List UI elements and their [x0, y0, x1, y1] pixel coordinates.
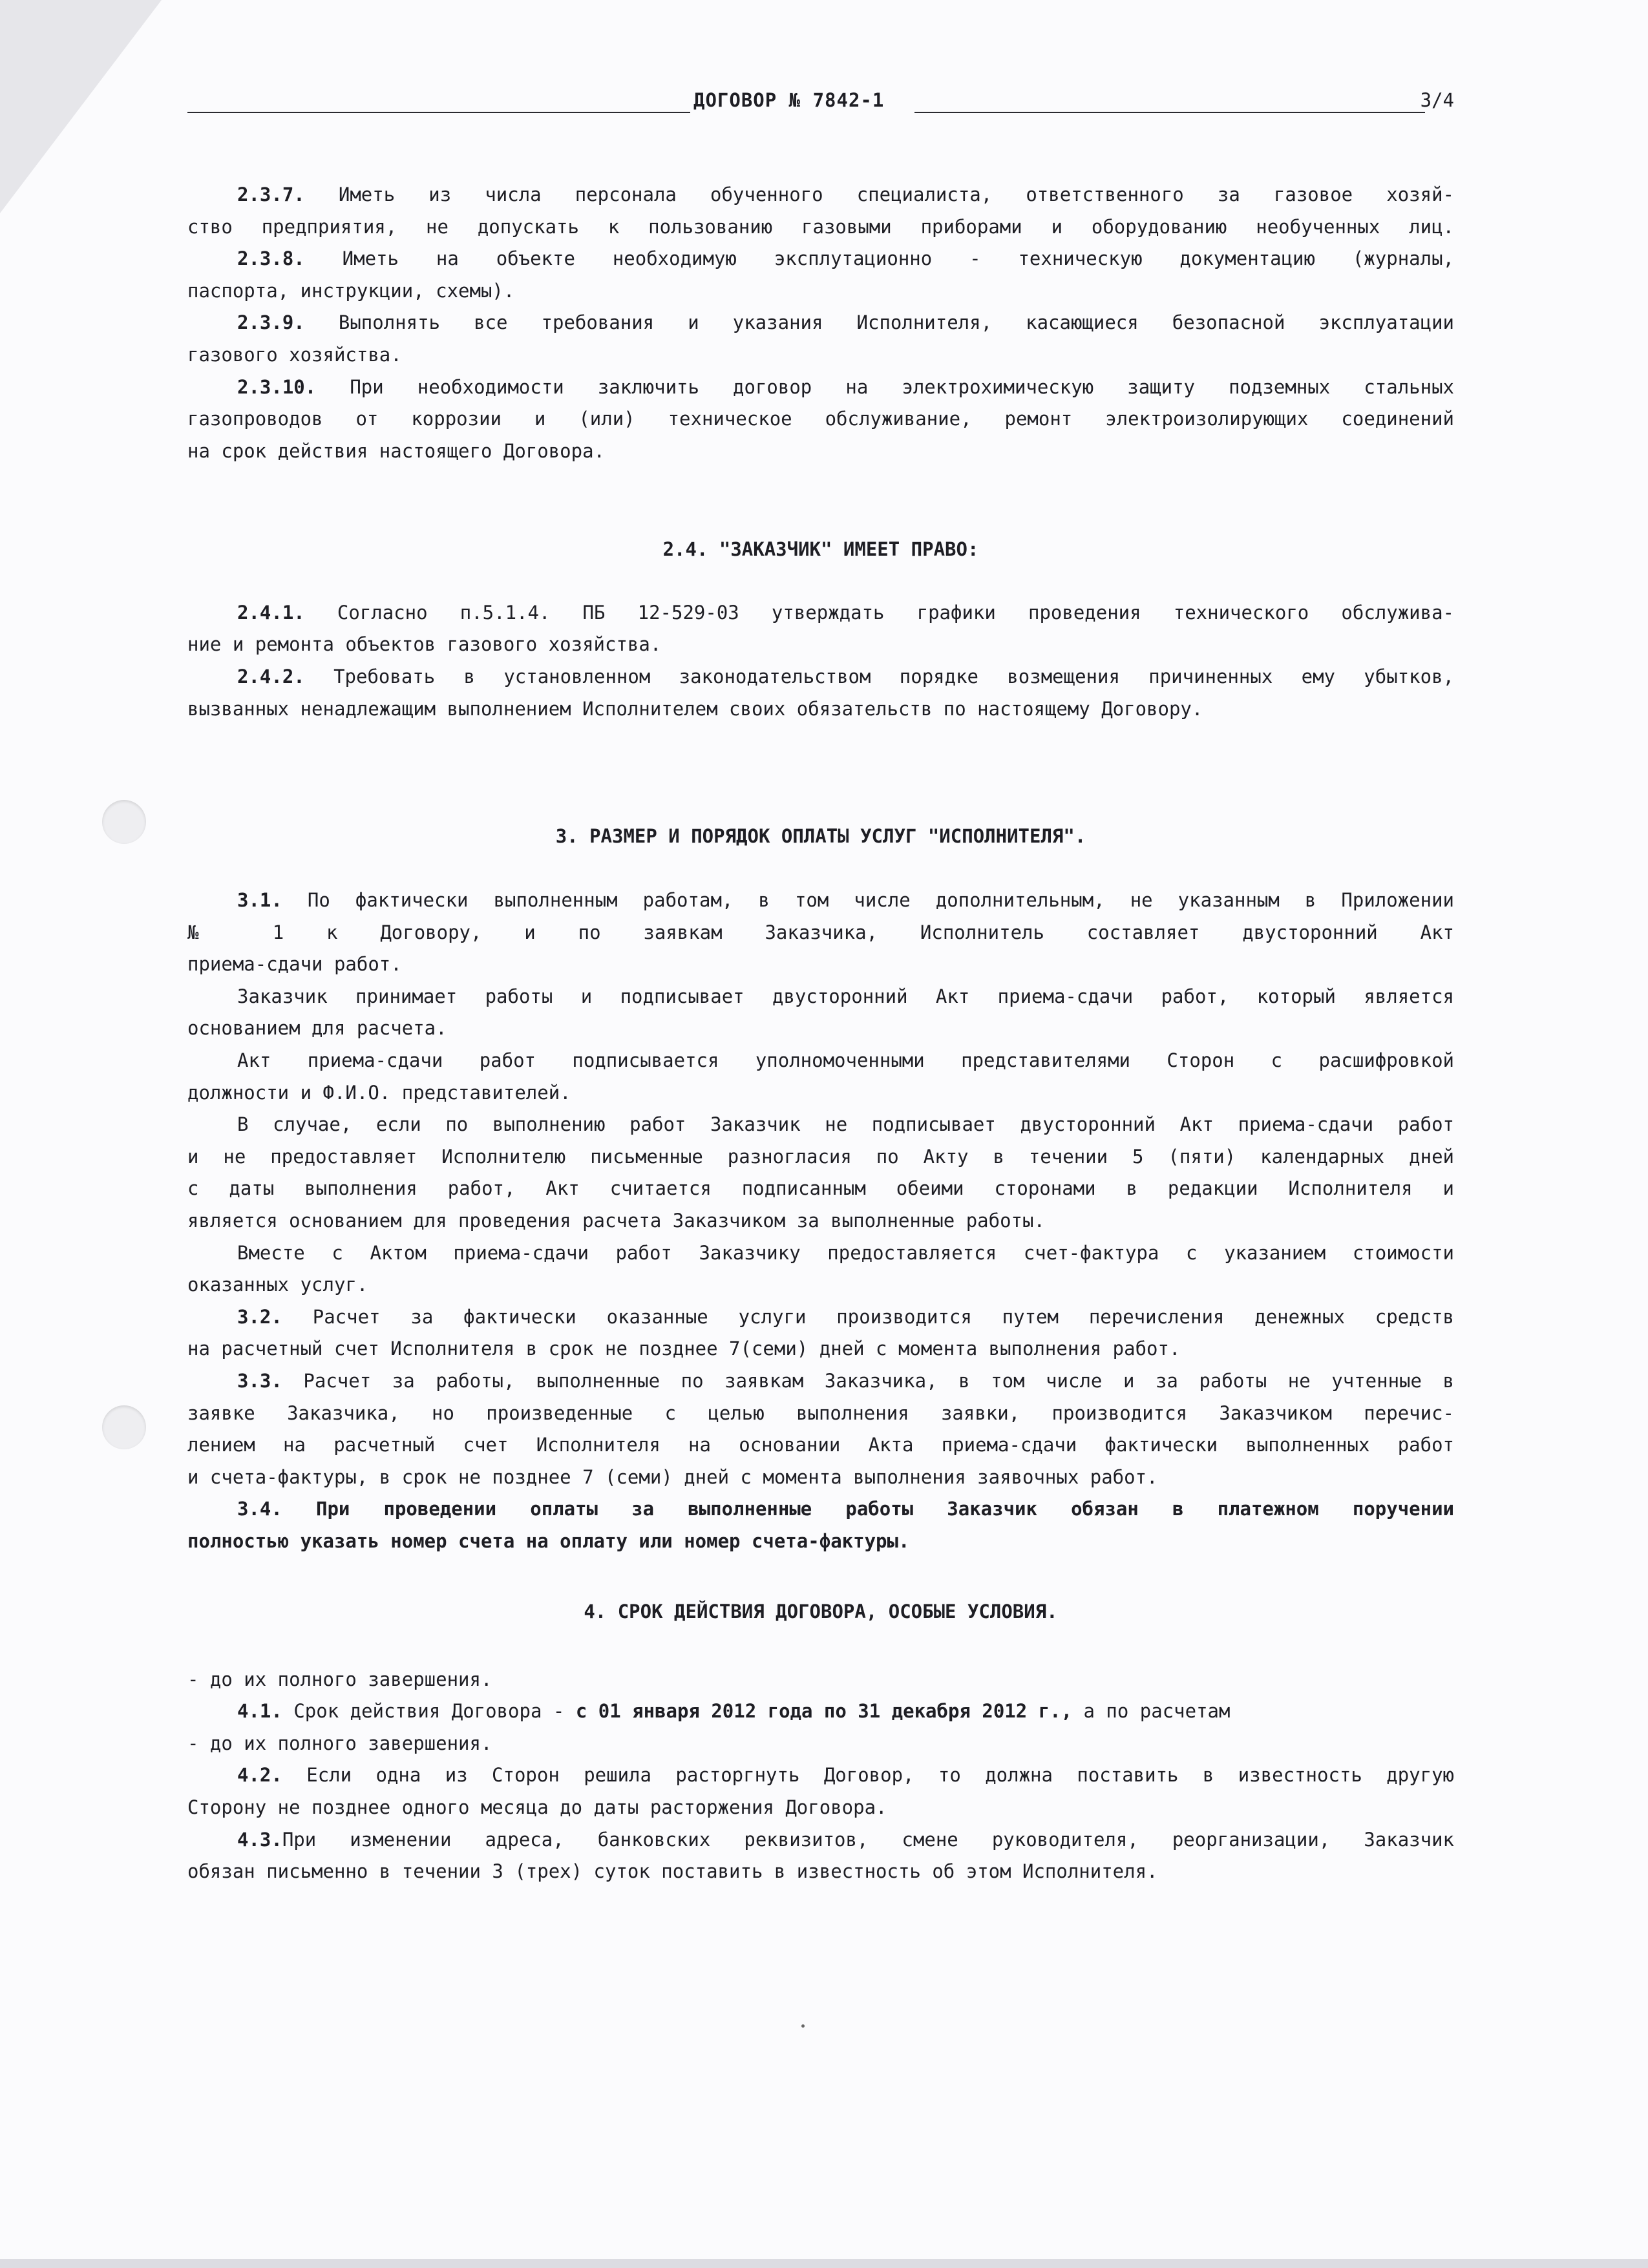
clause-3-1-para-5-line-2: оказанных услуг. [187, 1274, 368, 1296]
clause-number: 3.1. [237, 889, 282, 911]
clause-text: Расчет за фактически оказанные услуги производится путем перечисления денежных средств [312, 1306, 1454, 1328]
clause-4-3-line-2: обязан письменно в течении 3 (трех) суток поставить в известность об этом Исполнителя. [187, 1860, 1158, 1882]
clause-3-1-para-4-line-1: В случае, если по выполнению работ Заказчик не подписывает двусторонний Акт приема-сдачи работ [237, 1113, 1454, 1135]
clause-number: 2.3.7. [237, 184, 305, 205]
clause-3-1-para-2-line-1: Заказчик принимает работы и подписывает двусторонний Акт приема-сдачи работ, который является [237, 985, 1454, 1007]
clause-2-3-10-line-2: газопроводов от коррозии и (или) техническое обслуживание, ремонт электроизолирующих соединений [187, 408, 1454, 430]
clause-number: 4.1. [237, 1700, 282, 1722]
clause-2-4-1-line-2: ние и ремонта объектов газового хозяйства. [187, 633, 662, 655]
clause-number: 3.3. [237, 1370, 282, 1392]
clause-text: Если одна из Сторон решила расторгнуть Договор, то должна поставить в известность другую [306, 1764, 1454, 1786]
clause-2-4-1-line-1 [187, 598, 1454, 627]
clause-2-3-7-line-2: ство предприятия, не допускать к пользованию газовыми приборами и оборудованию необученных лиц. [187, 216, 1454, 238]
clause-text-tail: а по расчетам [1083, 1700, 1231, 1722]
clause-2-3-8-line-2: паспорта, инструкции, схемы). [187, 280, 515, 302]
clause-3-4-line-1 [187, 1495, 1454, 1523]
section-4-heading: 4. СРОК ДЕЙСТВИЯ ДОГОВОРА, ОСОБЫЕ УСЛОВИЯ. [584, 1601, 1058, 1622]
clause-2-3-7-line-1 [187, 180, 1454, 209]
contract-term-dates: с 01 января 2012 года по 31 декабря 2012 г., [575, 1700, 1073, 1722]
clause-number: 2.3.8. [237, 247, 305, 269]
clause-text: При необходимости заключить договор на электрохимическую защиту подземных стальных [350, 376, 1454, 398]
clause-2-3-8-line-1 [187, 244, 1454, 273]
clause-number: 2.3.10. [237, 376, 317, 398]
clause-4-2-line-1 [187, 1761, 1454, 1789]
clause-text: Согласно п.5.1.4. ПБ 12-529-03 утверждать графики проведения технического обслужива- [337, 602, 1454, 624]
clause-number: 4.2. [237, 1764, 282, 1786]
clause-text: Выполнять все требования и указания Исполнителя, касающиеся безопасной эксплуатации [338, 311, 1454, 333]
section-4-pre-line: - до их полного завершения. [187, 1668, 492, 1690]
clause-3-1-para-4-line-2: и не предоставляет Исполнителю письменные разногласия по Акту в течении 5 (пяти) календарных дней [187, 1146, 1454, 1168]
clause-3-3-line-1 [187, 1367, 1454, 1395]
clause-2-3-10-line-3: на срок действия настоящего Договора. [187, 440, 606, 462]
folded-corner [0, 0, 162, 213]
section-2-4-heading: 2.4. "ЗАКАЗЧИК" ИМЕЕТ ПРАВО: [662, 538, 979, 560]
clause-2-4-2-line-2: вызванных ненадлежащим выполнением Исполнителем своих обязательств по настоящему Договору. [187, 698, 1203, 720]
scan-edge [0, 2259, 1648, 2268]
clause-3-2-line-1 [187, 1303, 1454, 1331]
clause-3-1-para-3-line-1: Акт приема-сдачи работ подписывается уполномоченными представителями Сторон с расшифровкой [237, 1049, 1454, 1071]
clause-number: 2.4.2. [237, 666, 305, 688]
clause-number: 3.2. [237, 1306, 282, 1328]
stray-mark [801, 2024, 805, 2028]
clause-3-1-para-3-line-2: должности и Ф.И.О. представителей. [187, 1082, 571, 1104]
header-rule-right [914, 112, 1425, 113]
clause-3-1-para-2-line-2: основанием для расчета. [187, 1017, 447, 1039]
contract-number: ДОГОВОР № 7842-1 [693, 89, 885, 111]
clause-2-3-10-line-1 [187, 373, 1454, 401]
clause-3-1-para-5-line-1: Вместе с Актом приема-сдачи работ Заказчику предоставляется счет-фактура с указанием стоимости [237, 1242, 1454, 1264]
clause-3-4-line-2: полностью указать номер счета на оплату или номер счета-фактуры. [187, 1530, 910, 1552]
clause-text: Срок действия Договора - [293, 1700, 565, 1722]
clause-3-1-line-3: приема-сдачи работ. [187, 953, 402, 975]
clause-text: При изменении адреса, банковских реквизитов, смене руководителя, реорганизации, Заказчик [282, 1829, 1454, 1851]
punch-hole-top [102, 800, 146, 844]
clause-3-3-line-4: и счета-фактуры, в срок не позднее 7 (семи) дней с момента выполнения заявочных работ. [187, 1466, 1158, 1488]
clause-3-1-para-4-line-3: с даты выполнения работ, Акт считается подписанным обеими сторонами в редакции Исполнителя и [187, 1177, 1454, 1199]
clause-number: 3.4. [237, 1498, 282, 1520]
header-rule-left [187, 112, 690, 113]
page-header [187, 84, 1454, 116]
clause-2-3-9-line-1 [187, 308, 1454, 337]
clause-text: Расчет за работы, выполненные по заявкам Заказчика, в том числе и за работы не учтенные в [303, 1370, 1454, 1392]
clause-2-4-2-line-1 [187, 662, 1454, 691]
clause-number: 2.3.9. [237, 311, 305, 333]
clause-3-1-line-1 [187, 886, 1454, 914]
clause-text: Требовать в установленном законодательством порядке возмещения причиненных ему убытков, [333, 666, 1454, 688]
clause-4-1-line-1 [187, 1697, 1454, 1725]
clause-4-2-line-2: Сторону не позднее одного месяца до даты расторжения Договора. [187, 1796, 887, 1818]
clause-number: 2.4.1. [237, 602, 305, 624]
clause-text: Иметь из числа персонала обученного специалиста, ответственного за газовое хозяй- [338, 184, 1454, 205]
clause-4-1-line-2: - до их полного завершения. [187, 1732, 492, 1754]
clause-3-3-line-3: лением на расчетный счет Исполнителя на основании Акта приема-сдачи фактически выполненных работ [187, 1434, 1454, 1456]
section-3-heading: 3. РАЗМЕР И ПОРЯДОК ОПЛАТЫ УСЛУГ "ИСПОЛНИТЕЛЯ". [555, 825, 1086, 847]
clause-text: По фактически выполненным работам, в том числе дополнительным, не указанным в Приложении [307, 889, 1454, 911]
clause-3-3-line-2: заявке Заказчика, но произведенные с целью выполнения заявки, производится Заказчиком перечис- [187, 1402, 1454, 1424]
clause-text: При проведении оплаты за выполненные работы Заказчик обязан в платежном поручении [315, 1498, 1454, 1520]
clause-3-1-line-2: № 1 к Договору, и по заявкам Заказчика, Исполнитель составляет двусторонний Акт [187, 921, 1454, 943]
clause-number: 4.3. [237, 1829, 282, 1851]
clause-text: Иметь на объекте необходимую эксплутационно - техническую документацию (журналы, [342, 247, 1454, 269]
clause-3-1-para-4-line-4: является основанием для проведения расчета Заказчиком за выполненные работы. [187, 1210, 1045, 1232]
punch-hole-bottom [102, 1405, 146, 1449]
page-number: 3/4 [1420, 89, 1454, 111]
clause-2-3-9-line-2: газового хозяйства. [187, 344, 402, 366]
clause-4-3-line-1 [187, 1825, 1454, 1854]
clause-3-2-line-2: на расчетный счет Исполнителя в срок не позднее 7(семи) дней с момента выполнения работ. [187, 1338, 1181, 1360]
